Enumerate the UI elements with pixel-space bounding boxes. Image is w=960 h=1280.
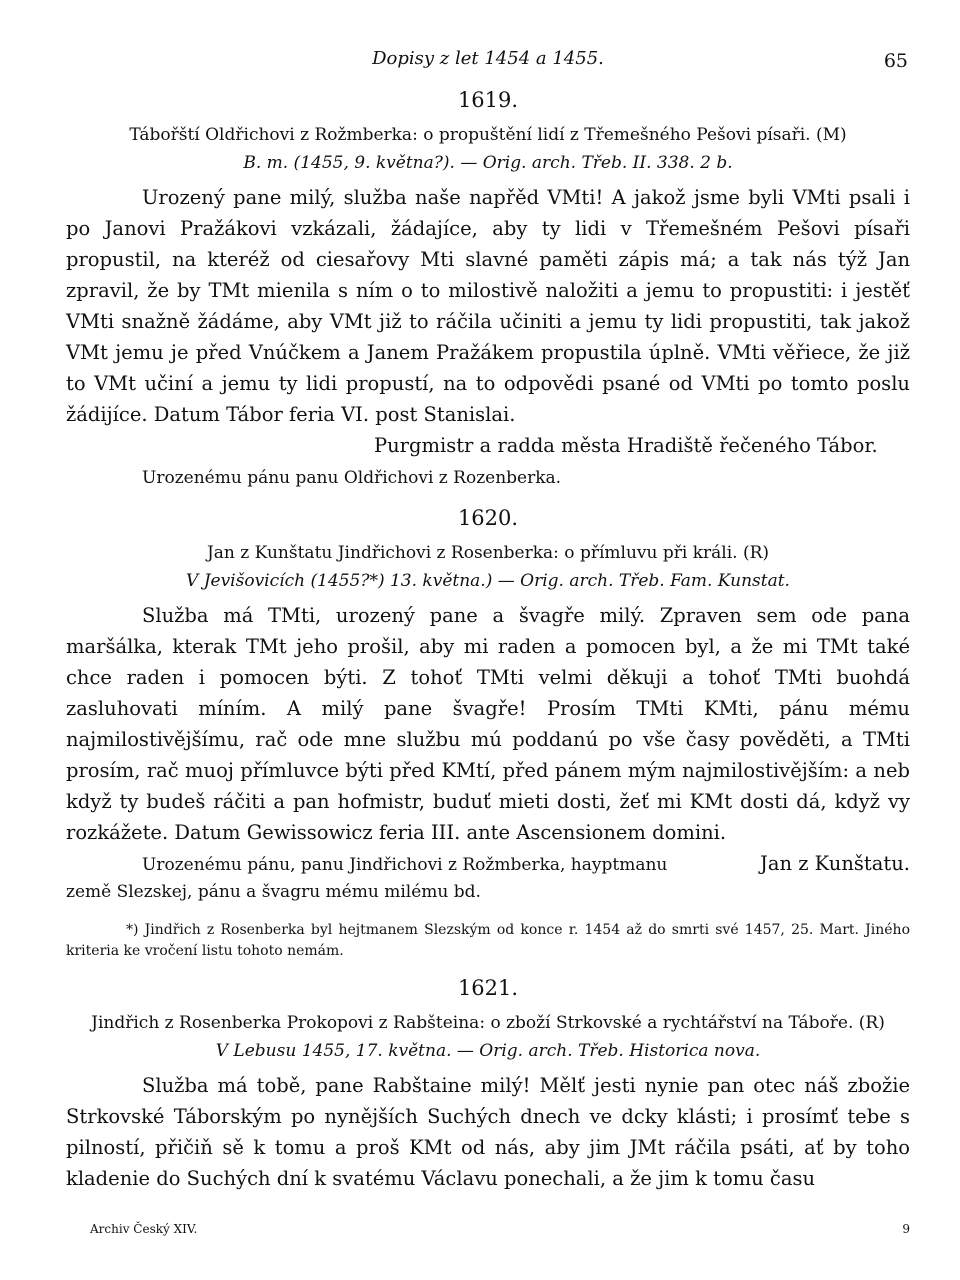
signature-mark: Archiv Český XIV. xyxy=(90,1222,198,1236)
letter-address: Urozenému pánu, panu Jindřichovi z Rožmberka, hayptmanu země Slezskej, pánu a švagru mému milému bd. xyxy=(66,855,668,902)
letter-provenance: V Jevišovicích (1455?*) 13. května.) — Orig. arch. Třeb. Fam. Kunstat. xyxy=(186,571,790,591)
letter-body-content: Služba má TMti, urozený pane a švagře milý. Zpraven sem ode pana maršálka, kterak TMt jeho prošil, aby mi raden a pomocen byl, a že mi TMt také chce raden i pomocen býti. Z tohoť TMti velmi děkuji a tohoť TMti buohdá zasluhovati míním. A milý pane švagře! Prosím TMti KMti, pánu mému najmilostivějšímu, rač ode mne službu mú poddanú po vše časy pověděti, a TMti prosím, rač muoj přímluvce býti před KMtí, před pánem mým najmilostivějším: a neb když ty budeš ráčiti a pan hofmistr, buduť mieti dosti, žeť mi KMt dosti dá, když vy rozkážete. Datum Gewissowicz feria III. ante Ascensionem domini. xyxy=(66,604,910,844)
letter-signature: Purgmistr a radda města Hradiště řečeného Tábor. xyxy=(374,434,878,457)
letter-1621 xyxy=(66,976,910,1194)
letter-body-text: Urozený pane milý, služba naše napřěd VMti! A jakož jsme byli VMti psali i po Janovi Pražákovi vzkázali, žádajíce, aby ty lidi v Třemešném Pešovi písaři propustil, na kteréž od ciesařovy Mti slavné paměti zápis má; a tak nás týž Jan zpravil, že by TMt mienila s ním o to milostivě naložiti a jemu to propustiti: i jestěť VMti snažně žádáme, aby VMt již to ráčila učiniti a jemu ty lidi propustiti, tak jakož VMt jemu je před Vnúčkem a Janem Pražákem propustila úplně. VMti věřiece, že již to VMt učiní a jemu ty lidi propustí, na to odpovědi psané od VMti po tomto poslu žádijíce. Datum Tábor feria VI. post Stanislai. xyxy=(66,186,910,426)
letter-body xyxy=(66,1070,910,1194)
letter-number: 1621. xyxy=(457,976,519,1000)
letter-body xyxy=(66,600,910,875)
letter-provenance: V Lebusu 1455, 17. května. — Orig. arch. Třeb. Historica nova. xyxy=(215,1041,761,1061)
letter-heading: Jindřich z Rosenberka Prokopovi z Rabšteina: o zboží Strkovské a rychtářství na Táboře. (R) xyxy=(91,1013,885,1033)
letter-number: 1620. xyxy=(457,506,519,530)
letter-number: 1619. xyxy=(457,88,519,112)
running-title: Dopisy z let 1454 a 1455. xyxy=(372,48,604,69)
letter-signature: Jan z Kunštatu. xyxy=(760,852,910,875)
letter-1619 xyxy=(66,88,910,492)
letter-body-text xyxy=(66,600,910,875)
page xyxy=(66,44,910,1208)
letter-1620 xyxy=(66,506,910,962)
footnote: *) Jindřich z Rosenberka byl hejtmanem Slezským od konce r. 1454 až do smrti své 1457, 25. Mart. Jiného kriteria ke vročení listu tohoto nemám. xyxy=(66,922,910,959)
letter-body-text: Služba má tobě, pane Rabštaine milý! Mělť jesti nynie pan otec náš zbožie Strkovské Táborským po nynějších Suchých dnech ve dcky klásti; i prosímť tebe s pilností, přičiň sě k tomu a proš KMt od nás, aby jim JMt ráčila psáti, ať by toho kladenie do Suchých dní k svatému Václavu ponechali, a že jim k tomu času xyxy=(66,1074,910,1190)
letter-heading: Jan z Kunštatu Jindřichovi z Rosenberka: o přímluvu při králi. (R) xyxy=(206,543,770,563)
letter-body xyxy=(66,182,910,430)
letter-address: Urozenému pánu panu Oldřichovi z Rozenberka. xyxy=(142,468,562,488)
letter-heading: Tábořští Oldřichovi z Rožmberka: o propuštění lidí z Třemešného Pešovi písaři. (M) xyxy=(129,125,847,145)
page-number: 65 xyxy=(883,50,908,72)
running-head xyxy=(66,44,910,80)
sheet-number: 9 xyxy=(902,1222,910,1236)
letter-provenance: B. m. (1455, 9. května?). — Orig. arch. Třeb. II. 338. 2 b. xyxy=(243,153,733,173)
